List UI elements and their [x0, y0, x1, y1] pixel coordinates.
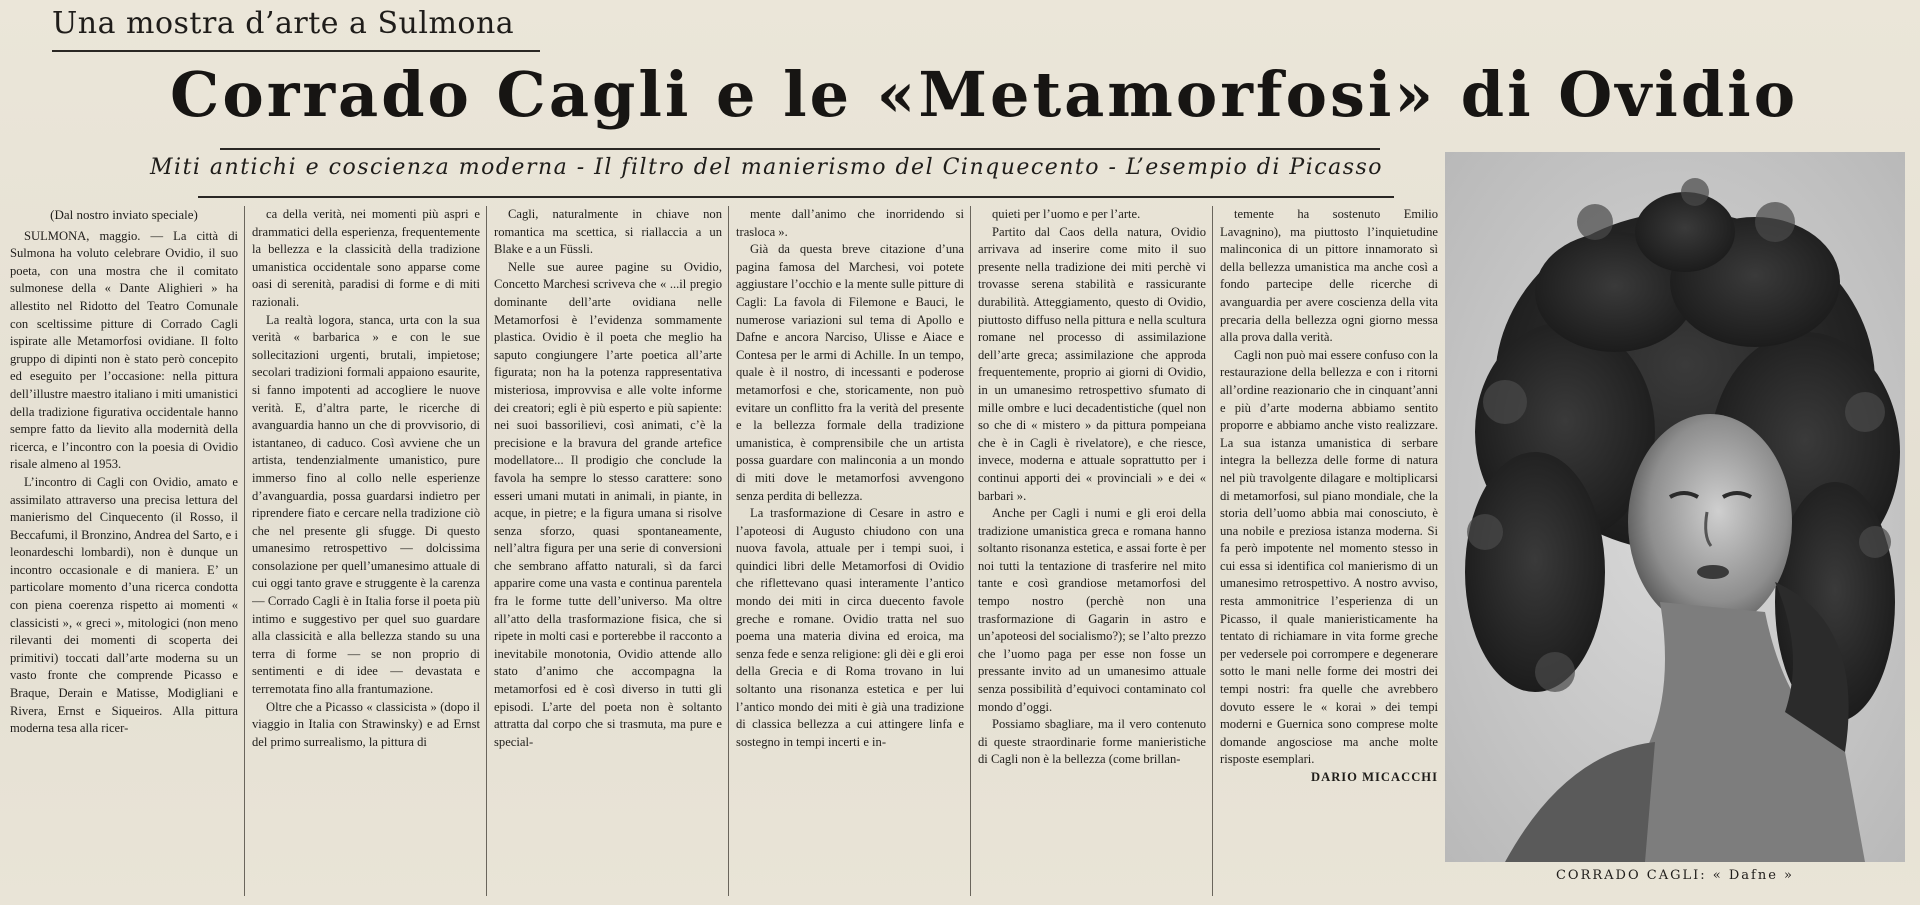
column-3 [494, 206, 722, 896]
column-6-paragraph: temente ha sostenuto Emilio Lavagnino), ma piuttosto l’inquietudine malinconica di un pittore innamorato sì della bellezza umanistica ma anche così a fondo partecipe delle ricerche di avanguardia per avere coscienza della vita precaria della bellezza ogni giorno messa alla prova dalla verità. [1220, 207, 1438, 345]
column-divider [486, 206, 487, 896]
photo-caption: CORRADO CAGLI: « Dafne » [1555, 868, 1794, 883]
column-divider [728, 206, 729, 896]
artwork-photograph [1445, 152, 1905, 862]
column-2 [252, 206, 480, 896]
column-2-paragraph: Oltre che a Picasso « classicista » (dopo il viaggio in Italia con Strawinsky) e ad Ernst del primo surrealismo, la pittura di [252, 699, 480, 749]
column-4-paragraph: Già da questa breve citazione d’una pagina famosa del Marchesi, voi potete aggiustare l’occhio e la mente sulle pitture di Cagli: La favola di Filemone e Bauci, le numerose variazioni sul tema di Apollo e Dafne e ancora Narciso, Ulisse e Aiace e Contesa per le armi di Achille. In un tempo, quale è il nostro, di incessanti e poderose metamorfosi e che, storicamente, non può evitare un conflitto fra la verità del presente e la bellezza formale della tradizione umanistica, è comprensibile che un artista possa guardare con malinconia a un mondo di miti dove le metamorfosi avvengono senza perdita di bellezza. [736, 242, 964, 503]
column-divider [244, 206, 245, 896]
kicker-rule [52, 50, 540, 52]
column-2-paragraph: La realtà logora, stanca, urta con la sua verità « barbarica » e con le sue sollecitazioni urgenti, brutali, impietose; secolari tradizioni formali appaiono esaurite, si fanno impotenti ad accogliere le nuove verità. E, d’altra parte, le ricerche di avanguardia hanno un che di provvisorio, di istantaneo, di caduco. Così avviene che un artista, tendenzialmente umanistico, pure immerso fino al collo nelle esperienze d’avanguardia, possa guardarsi indietro per riprendere fiato e cercare nella tradizione ciò che nel presente gli sfugge. Di questo umanesimo retrospettivo — dolcissima consolazione per quell’umanesimo attuale di cui oggi tanto grave e struggente è la carenza — Corrado Cagli è in Italia forse il poeta più intimo e suggestivo per quel suo guardare alla classicità e alla bellezza stando su una terra di forme — se non proprio di sentimenti e di idee — devastata e terremotata fino alla frantumazione. [252, 312, 480, 697]
column-5-paragraph: Anche per Cagli i numi e gli eroi della tradizione umanistica greca e romana hanno soltanto risonanza estetica, e assai forte è per noi tutti la tentazione di trasferire nel mito tante e così grandiose metamorfosi del tempo nostro (perchè non una trasformazione di Gagarin in astro e un’apoteosi del socialismo?); se l’alto prezzo che l’uomo paga per esse non fosse un pressante invito ad un umanesimo attuale senza possibilità d’equivoci contaminato col mondo d’oggi. [978, 506, 1206, 714]
column-5-paragraph: quieti per l’uomo e per l’arte. [992, 207, 1141, 221]
column-1-paragraph: L’incontro di Cagli con Ovidio, amato e assimilato attraverso una precisa lettura del manierismo del Cinquecento (il Rosso, il Beccafumi, il Bronzino, Andrea del Sarto, e i leonardeschi lombardi), non è dunque un incontro occasionale e di maniera. E’ un particolare momento d’una ricerca condotta con piena coerenza rispetto ai momenti « classicisti », « greci », mitologici (non meno rilevanti dei momenti di scoperta dei primitivi) toccati dall’arte moderna su un vasto fronte che comprende Picasso e Braque, Derain e Matisse, Modigliani e Rivera, Ernst e Siqueiros. Alla pittura moderna tesa alla ricer- [10, 474, 238, 736]
author-signature: DARIO MICACCHI [1311, 770, 1438, 784]
column-divider [970, 206, 971, 896]
column-4-paragraph: mente dall’animo che inorridendo si trasloca ». [736, 207, 964, 239]
subheadline-rule-bottom [198, 196, 1394, 198]
column-2-paragraph: ca della verità, nei momenti più aspri e drammatici della esperienza, frequentemente la bellezza e la classicità della tradizione umanistica occidentale sono apparse come oasi di serenità, paradisi di forme e di miti razionali. [252, 207, 480, 309]
column-6-paragraph: Cagli non può mai essere confuso con la restaurazione della bellezza e con i ritorni all’ordine reazionario che in cinquant’anni e più d’arte moderna abbiamo sentito proporre e abbiamo anche visto realizzare. La sua istanza umanistica di serbare integra la bellezza delle forme di natura nel più travolgente dilagare e moltiplicarsi di metamorfosi, sul piano mondiale, che la storia dell’uomo abbia mai conosciuto, è una nobile e preziosa istanza moderna. Si fa però impotente nel momento stesso in cui essa si identifica col manierismo di un umanesimo retrospettivo. A nostro avviso, resta ammonitrice l’esperienza di un Picasso, il quale manieristicamente ha tentato di richiamare in vita forme greche per vedersele poi corrompere e degenerare sotto le mani nelle forme dei mostri dei tempi nostri: fra quelle che avrebbero dovuto essere le « korai » dei tempi moderni e Guernica sono comprese molte domande angosciose ma anche molte risposte esemplari. [1220, 347, 1438, 767]
kicker: Una mostra d’arte a Sulmona [52, 6, 515, 41]
column-4 [736, 206, 964, 896]
column-3-paragraph: Cagli, naturalmente in chiave non romantica ma scettica, si riallaccia a un Blake e a un Füssli. [494, 207, 722, 257]
column-5-paragraph: Possiamo sbagliare, ma il vero contenuto di queste straordinarie forme manieristiche di Cagli non è la bellezza (come brillan- [978, 717, 1206, 767]
column-divider [1212, 206, 1213, 896]
column-3-paragraph: Nelle sue auree pagine su Ovidio, Concetto Marchesi scriveva che « ...il pregio dominante dell’arte ovidiana nelle Metamorfosi è l’evidenza sommamente plastica. Ovidio è il poeta che meglio ha saputo congiungere l’arte poetica all’arte figurata; non ha la potenza rappresentativa misteriosa, improvvisa e alle volte informe dei creatori; egli è più esperto e più sapiente: nei suoi bassorilievi, così animati, c’è la precisione e la bravura del grande artefice modellatore... Il prodigio che conclude la favola ha sempre lo stesso carattere: sono esseri umani mutati in animali, in piante, in acque, in pietre; e la figura umana si risolve senza sforzo, quasi spontaneamente, nell’altra figura per una serie di conversioni che sembrano affatto naturali, sì da farci apparire come una vasta e continua parentela fra le forme tutte dell’universo. Ma oltre all’atto della trasformazione fisica, che si ripete in molti casi e porterebbe il racconto a inevitabile monotonia, Ovidio attende allo stato d’animo che accompagna la metamorfosi ed è così diverso in tutti gli episodi. L’arte del poeta non è soltanto attratta dal corpo che si trasmuta, ma pure e special- [494, 259, 722, 749]
dafne-painting-reproduction [1445, 152, 1905, 862]
column-1 [10, 206, 238, 896]
credit-line: (Dal nostro inviato speciale) [50, 207, 198, 222]
headline: Corrado Cagli e le «Metamorfosi» di Ovidio [170, 58, 1799, 131]
column-5-paragraph: Partito dal Caos della natura, Ovidio arrivava ad inserire come mito il suo presente nella tradizione dei miti perchè vi trovasse serena stabilità e rassicurante durabilità. Atteggiamento, questo di Ovidio, piuttosto diffuso nella pittura e nella scultura romane nel processo di assimilazione dell’arte greca; assimilazione che approda frequentemente, proprio ai giorni di Ovidio, in un umanesimo retrospettivo sfumato di mille ombre e luci decadentistiche (quel non so che di « mistero » da pittura pompeiana che è in Cagli è rivelatore), e che riesce, invece, moderna e attuale soprattutto per i continui apporti dei « provinciali » e dei « barbari ». [978, 224, 1206, 503]
column-4-paragraph: La trasformazione di Cesare in astro e l’apoteosi di Augusto chiudono con una nuova favola, attuale per i tempi suoi, i quindici libri delle Metamorfosi di Ovidio che riflettevano quasi interamente l’antico mondo dei miti in circa duecento favole greche e romane. Ovidio tratta nel suo poema una materia divina ed eroica, ma senza fede e senza religione: gli dèi e gli eroi della Grecia e di Roma trovano in lui soltanto una risonanza estetica e per lui l’antico mondo dei miti è già una tradizione di classica bellezza a cui attingere linfa e sostegno in tempi incerti e in- [736, 506, 964, 749]
column-1-paragraph: SULMONA, maggio. — La città di Sulmona ha voluto celebrare Ovidio, il suo poeta, con una mostra che il comitato sulmonese della « Dante Alighieri » ha allestito nel Ridotto del Teatro Comunale con sceltissime pitture di Corrado Cagli ispirate alle Metamorfosi ovidiane. Il folto gruppo di dipinti non è stato però concepito ed eseguito per l’occasione: nella pittura dell’illustre maestro italiano i miti umanistici della tradizione figurativa occidentale hanno sempre fatto da lievito alla modernità della ricerca, e l’incontro con la poesia di Ovidio risale almeno al 1953. [10, 228, 238, 472]
column-6 [1220, 206, 1438, 896]
column-5 [978, 206, 1206, 896]
subheadline: Miti antichi e coscienza moderna - Il filtro del manierismo del Cinquecento - L’esempio di Picasso [150, 155, 1384, 180]
subheadline-rule-top [220, 148, 1380, 150]
